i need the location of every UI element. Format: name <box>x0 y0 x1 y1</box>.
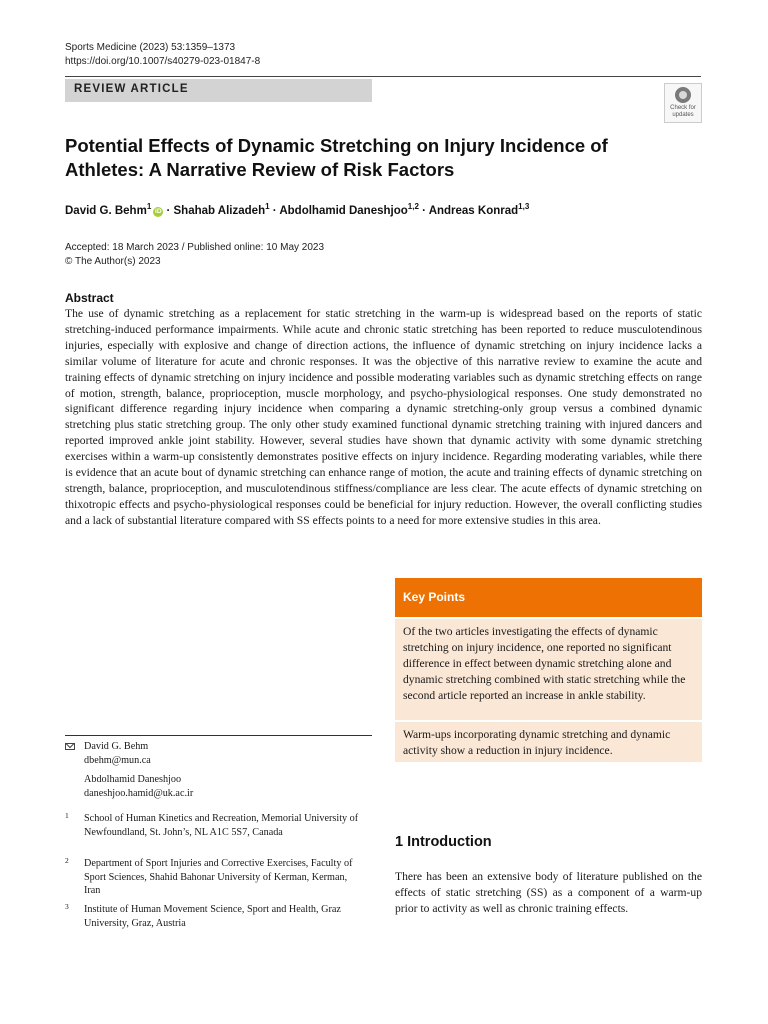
introduction-heading: 1 Introduction <box>395 834 492 850</box>
corresponding-author-email[interactable]: dbehm@mun.ca <box>84 754 151 766</box>
author-separator: · <box>418 204 429 217</box>
corresponding-author-name: Abdolhamid Daneshjoo <box>84 774 182 785</box>
affiliation-text: Department of Sport Injuries and Corrective Exercises, Faculty of Sport Sciences, Shahid Bahonar University of Kerman, Kerman, Iran <box>84 858 353 896</box>
envelope-icon <box>65 743 75 750</box>
author-list <box>65 202 705 217</box>
key-point-item: Warm-ups incorporating dynamic stretching and dynamic activity show a reduction in injury incidence. <box>395 722 702 762</box>
check-updates-label: Check for updates <box>670 105 696 118</box>
accepted-published-dates: Accepted: 18 March 2023 / Published online: 10 May 2023 <box>65 242 325 253</box>
correspondence-block <box>65 740 365 800</box>
journal-citation: Sports Medicine (2023) 53:1359–1373 <box>65 42 236 53</box>
correspondence-author <box>84 773 365 800</box>
abstract-text: The use of dynamic stretching as a replacement for static stretching in the warm-up is widespread based on the reports of static stretching-induced performance impairments. While acute and chronic static stretching has been reported to reduce musculotendinous injuries, especially with explosive and change of direction actions, the influence of dynamic stretching on injury incidence lacks a similar volume of literature for acute and chronic responses. It was the objective of this narrative review to examine the acute and training effects of dynamic stretching on injury incidence and possible moderating variables such as dynamic stretching effects on range of motion, strength, balance, proprioception, muscle morphology, and psycho-physiological responses. One study demonstrated no significant difference regarding injury incidence when comparing a dynamic stretching-only group versus a combined dynamic stretching plus static stretching group. The only other study examined functional dynamic stretching training with injured dancers and reported improved ankle joint stability. However, several studies have shown that dynamic activity with some dynamic stretching exercises within a warm-up consistently demonstrates positive effects on injury incidence. Regarding moderating variables, while there is evidence that an acute bout of dynamic stretching can enhance range of motion, the acute and training effects of dynamic stretching on strength, balance, proprioception, and musculotendinous stiffness/compliance are less clear. The acute effects of dynamic stretching on thixotropic effects and psycho-physiological responses could be beneficial for injury reduction. However, the overall conflicting studies and a lack of substantial literature compared with SS effects points to a need for more extensive studies in this area. <box>65 307 702 527</box>
abstract-heading: Abstract <box>65 291 114 305</box>
affiliation-number: 1 <box>65 811 69 820</box>
affiliation-1 <box>65 812 365 839</box>
author-affiliation-sup: 1,3 <box>518 202 530 211</box>
corresponding-author-name: David G. Behm <box>84 741 149 752</box>
author-affiliation-sup: 1 <box>265 202 270 211</box>
copyright-notice: © The Author(s) 2023 <box>65 255 161 267</box>
affiliation-3 <box>65 903 365 930</box>
author-name[interactable]: David G. Behm <box>65 204 147 217</box>
correspondence-author <box>84 740 365 767</box>
article-type-band <box>65 79 372 102</box>
author-separator: · <box>269 204 280 217</box>
affiliation-2 <box>65 857 365 898</box>
affiliation-number: 2 <box>65 856 69 865</box>
key-points-header <box>395 578 702 617</box>
article-title: Potential Effects of Dynamic Stretching on Injury Incidence of Athletes: A Narrative Review of Risk Factors <box>65 135 608 180</box>
publication-dates <box>65 241 324 268</box>
footnote-rule <box>65 735 372 736</box>
author-name[interactable]: Shahab Alizadeh <box>173 204 266 217</box>
affiliation-number: 3 <box>65 902 69 911</box>
doi-link[interactable]: https://doi.org/10.1007/s40279-023-01847-8 <box>65 56 261 67</box>
key-point-item: Of the two articles investigating the effects of dynamic stretching on injury incidence, one reported no significant difference in effect between dynamic stretching alone and dynamic stretching combined with static stretching while the second article reported an increase in ankle stability. <box>395 619 702 720</box>
author-affiliation-sup: 1 <box>146 202 152 211</box>
key-points-heading: Key Points <box>403 590 466 604</box>
author-name[interactable]: Andreas Konrad <box>428 204 519 217</box>
check-for-updates-badge[interactable] <box>664 83 702 123</box>
header-rule <box>65 76 701 77</box>
affiliation-text: School of Human Kinetics and Recreation, Memorial University of Newfoundland, St. John’s, NL A1C 5S7, Canada <box>84 813 359 838</box>
author-affiliation-sup: 1,2 <box>407 202 419 211</box>
journal-header <box>65 41 260 69</box>
affiliation-text: Institute of Human Movement Science, Sport and Health, Graz University, Graz, Austria <box>84 904 341 929</box>
orcid-icon[interactable]: iD <box>155 207 162 215</box>
check-updates-icon <box>675 87 691 103</box>
article-type-label: REVIEW ARTICLE <box>74 83 189 95</box>
introduction-text: There has been an extensive body of literature published on the effects of static stretching (SS) as a component of a warm-up prior to activity as well as chronic training effects. <box>395 870 702 915</box>
author-name[interactable]: Abdolhamid Daneshjoo <box>279 204 408 217</box>
corresponding-author-email[interactable]: daneshjoo.hamid@uk.ac.ir <box>84 787 194 799</box>
author-separator: · <box>163 204 174 217</box>
